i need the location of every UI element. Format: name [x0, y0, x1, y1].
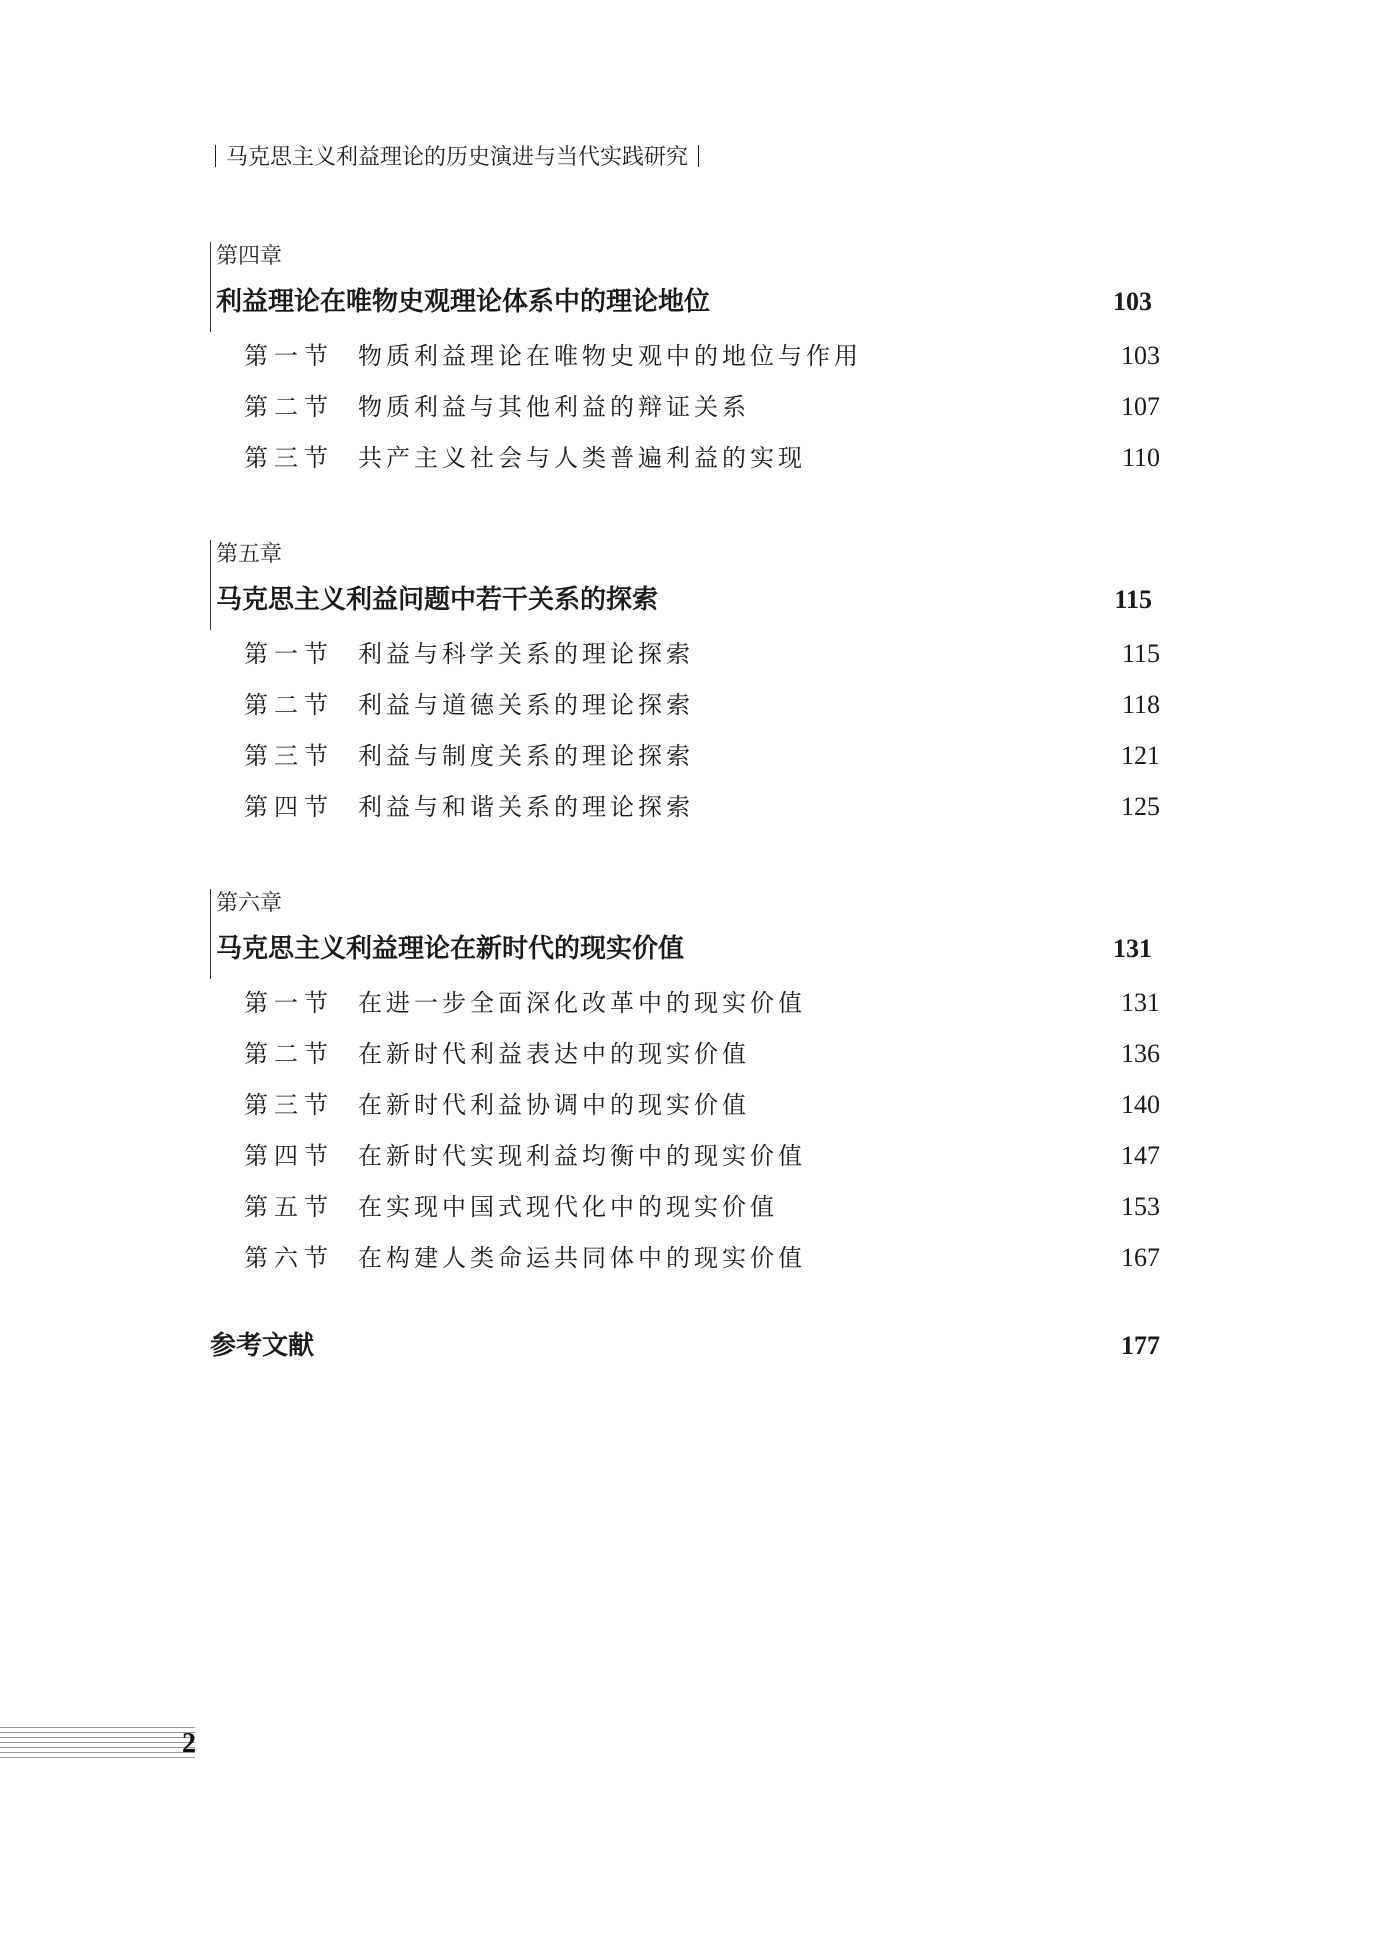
- section-title: 在构建人类命运共同体中的现实价值: [358, 1244, 806, 1272]
- folio-rule-line: [0, 1732, 195, 1733]
- chapter-page-number: 131: [1113, 934, 1152, 963]
- chapter-title-row[interactable]: [216, 578, 1160, 622]
- chapter-6: [210, 887, 1160, 1289]
- section-entry[interactable]: [210, 983, 1160, 1034]
- folio-rule-line: [0, 1747, 195, 1748]
- section-page-number: 167: [1121, 1243, 1160, 1272]
- chapter-page-number: 103: [1113, 287, 1152, 316]
- section-entry[interactable]: [210, 736, 1160, 787]
- section-page-number: 107: [1121, 392, 1160, 421]
- chapter-head: [210, 887, 1160, 971]
- section-label: 第三节: [244, 742, 334, 770]
- section-label: 第六节: [244, 1244, 334, 1272]
- section-title: 在新时代利益表达中的现实价值: [358, 1040, 750, 1068]
- section-page-number: 121: [1121, 741, 1160, 770]
- section-title: 物质利益与其他利益的辩证关系: [358, 393, 750, 421]
- section-page-number: 125: [1121, 792, 1160, 821]
- section-page-number: 115: [1121, 639, 1160, 668]
- section-entry[interactable]: [210, 1187, 1160, 1238]
- section-page-number: 140: [1121, 1090, 1160, 1119]
- section-page-number: 136: [1121, 1039, 1160, 1068]
- section-title: 在进一步全面深化改革中的现实价值: [358, 989, 806, 1017]
- section-page-number: 131: [1121, 988, 1160, 1017]
- header-right-bar: [698, 145, 699, 167]
- header-left-bar: [215, 145, 216, 167]
- section-entry[interactable]: [210, 336, 1160, 387]
- section-label: 第二节: [244, 1040, 334, 1068]
- references-title: 参考文献: [210, 1331, 315, 1361]
- section-title: 在新时代实现利益均衡中的现实价值: [358, 1142, 806, 1170]
- references-entry[interactable]: [210, 1325, 1160, 1362]
- section-entry[interactable]: [210, 1238, 1160, 1289]
- chapter-title: 马克思主义利益问题中若干关系的探索: [216, 585, 659, 615]
- section-title: 共产主义社会与人类普遍利益的实现: [358, 444, 806, 472]
- folio-rule-line: [0, 1757, 195, 1758]
- section-page-number: 110: [1121, 443, 1160, 472]
- chapter-number: 第四章: [216, 244, 283, 269]
- section-entry[interactable]: [210, 1085, 1160, 1136]
- page-number: 2: [182, 1728, 196, 1759]
- chapter-4: [210, 240, 1160, 489]
- section-entry[interactable]: [210, 634, 1160, 685]
- section-page-number: 103: [1121, 341, 1160, 370]
- section-title: 利益与道德关系的理论探索: [358, 691, 694, 719]
- section-label: 第一节: [244, 640, 334, 668]
- chapter-page-number: 115: [1114, 585, 1152, 614]
- section-title: 利益与制度关系的理论探索: [358, 742, 694, 770]
- section-label: 第三节: [244, 444, 334, 472]
- references-page-number: 177: [1121, 1331, 1160, 1360]
- section-title: 在实现中国式现代化中的现实价值: [358, 1193, 778, 1221]
- chapter-title: 利益理论在唯物史观理论体系中的理论地位: [216, 287, 711, 317]
- chapter-number: 第五章: [216, 542, 283, 567]
- folio-rules: [0, 1727, 195, 1761]
- section-list: [210, 336, 1160, 489]
- section-list: [210, 634, 1160, 838]
- section-entry[interactable]: [210, 685, 1160, 736]
- section-label: 第二节: [244, 393, 334, 421]
- folio-rule-line: [0, 1727, 195, 1728]
- section-title: 物质利益理论在唯物史观中的地位与作用: [358, 342, 862, 370]
- section-label: 第一节: [244, 342, 334, 370]
- section-entry[interactable]: [210, 387, 1160, 438]
- folio-rule-line: [0, 1742, 195, 1743]
- section-list: [210, 983, 1160, 1289]
- folio-rule-line: [0, 1752, 195, 1753]
- section-entry[interactable]: [210, 438, 1160, 489]
- chapter-head: [210, 240, 1160, 324]
- section-label: 第五节: [244, 1193, 334, 1221]
- section-label: 第三节: [244, 1091, 334, 1119]
- section-entry[interactable]: [210, 1136, 1160, 1187]
- section-label: 第一节: [244, 989, 334, 1017]
- section-label: 第二节: [244, 691, 334, 719]
- chapter-title: 马克思主义利益理论在新时代的现实价值: [216, 934, 685, 964]
- section-page-number: 147: [1121, 1141, 1160, 1170]
- section-title: 在新时代利益协调中的现实价值: [358, 1091, 750, 1119]
- section-entry[interactable]: [210, 1034, 1160, 1085]
- section-label: 第四节: [244, 1142, 334, 1170]
- chapter-5: [210, 538, 1160, 838]
- chapter-number: 第六章: [216, 891, 283, 916]
- section-label: 第四节: [244, 793, 334, 821]
- chapter-title-row[interactable]: [216, 927, 1160, 971]
- running-header: [215, 140, 699, 171]
- chapter-title-row[interactable]: [216, 280, 1160, 324]
- folio-rule-line: [0, 1737, 195, 1738]
- section-title: 利益与科学关系的理论探索: [358, 640, 694, 668]
- section-page-number: 153: [1121, 1192, 1160, 1221]
- section-page-number: 118: [1121, 690, 1160, 719]
- section-title: 利益与和谐关系的理论探索: [358, 793, 694, 821]
- running-header-title: 马克思主义利益理论的历史演进与当代实践研究: [226, 145, 689, 170]
- section-entry[interactable]: [210, 787, 1160, 838]
- chapter-head: [210, 538, 1160, 622]
